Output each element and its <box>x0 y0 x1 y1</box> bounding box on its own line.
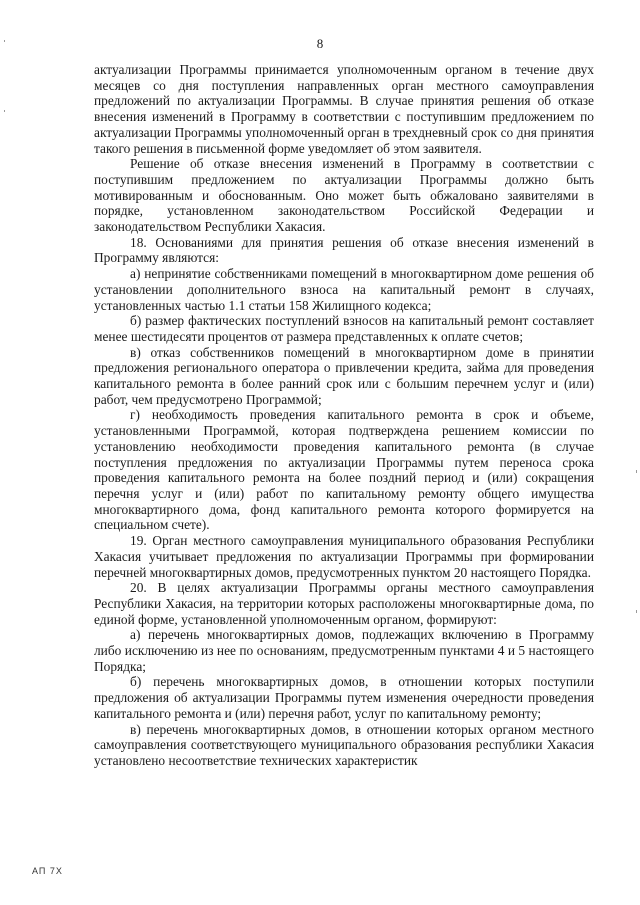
document-body <box>94 62 594 769</box>
paragraph: 19. Орган местного самоуправления муниципального образования Республики Хакасия учитывает предложения по актуализации Программы при формировании перечней многоквартирных домов, предусмотренных пунктом 20 настоящего Порядка. <box>94 533 594 580</box>
paragraph: а) непринятие собственниками помещений в многоквартирном доме решения об установлении дополнительного взноса на капитальный ремонт в случаях, установленных частью 1.1 статьи 158 Жилищного кодекса; <box>94 266 594 313</box>
paragraph: г) необходимость проведения капитального ремонта в срок и объеме, установленными Программой, которая подтверждена решением комиссии по установлению необходимости проведения капитального ремонта (в случае поступления предложения по актуализации Программы путем переноса срока проведения капитального ремонта на более поздний период и (или) сокращения перечня услуг и (или) работ по капитальному ремонту общего имущества многоквартирного дома, фонд капитального ремонта которого формируется на специальном счете). <box>94 407 594 533</box>
paragraph: б) перечень многоквартирных домов, в отношении которых поступили предложения об актуализации Программы путем изменения очередности проведения капитального ремонта и (или) перечня работ, услуг по капитальному ремонту; <box>94 674 594 721</box>
scan-artifact <box>4 110 5 112</box>
paragraph: а) перечень многоквартирных домов, подлежащих включению в Программу либо исключению из нее по основаниям, предусмотренным пунктами 4 и 5 настоящего Порядка; <box>94 627 594 674</box>
page-number: 8 <box>316 36 324 51</box>
scan-artifact <box>4 40 5 42</box>
footer-mark: АП 7Х <box>32 866 63 876</box>
paragraph: 20. В целях актуализации Программы органы местного самоуправления Республики Хакасия, на территории которых расположены многоквартирные дома, по единой форме, установленной уполномоченным органом, формируют: <box>94 580 594 627</box>
scan-artifact <box>636 470 637 473</box>
paragraph: в) перечень многоквартирных домов, в отношении которых органом местного самоуправления соответствующего муниципального образования республики Хакасия установлено несоответствие технических характеристик <box>94 721 594 768</box>
scan-artifact <box>636 610 637 613</box>
paragraph: в) отказ собственников помещений в многоквартирном доме в принятии предложения регионального оператора о привлечении кредита, займа для проведения капитального ремонта в более ранний срок или с большим перечнем услуг и (или) работ, чем предусмотрено Программой; <box>94 344 594 407</box>
paragraph: актуализации Программы принимается уполномоченным органом в течение двух месяцев со дня поступления направленных орган местного самоуправления предложений по актуализации Программы. В случае принятия решения об отказе внесения изменений в Программу в соответствии с поступившим предложением по актуализации Программы уполномоченный орган в трехдневный срок со дня принятия такого решения в письменной форме уведомляет об этом заявителя. <box>94 62 594 156</box>
paragraph: б) размер фактических поступлений взносов на капитальный ремонт составляет менее шестидесяти процентов от размера представленных к оплате счетов; <box>94 313 594 344</box>
paragraph: 18. Основаниями для принятия решения об отказе внесения изменений в Программу являются: <box>94 234 594 266</box>
paragraph: Решение об отказе внесения изменений в Программу в соответствии с поступившим предложением по актуализации Программы должно быть мотивированным и обоснованным. Оно может быть обжаловано заявителями в порядке, установленном законодательством Российской Федерации и законодательством Республики Хакасия. <box>94 156 594 235</box>
